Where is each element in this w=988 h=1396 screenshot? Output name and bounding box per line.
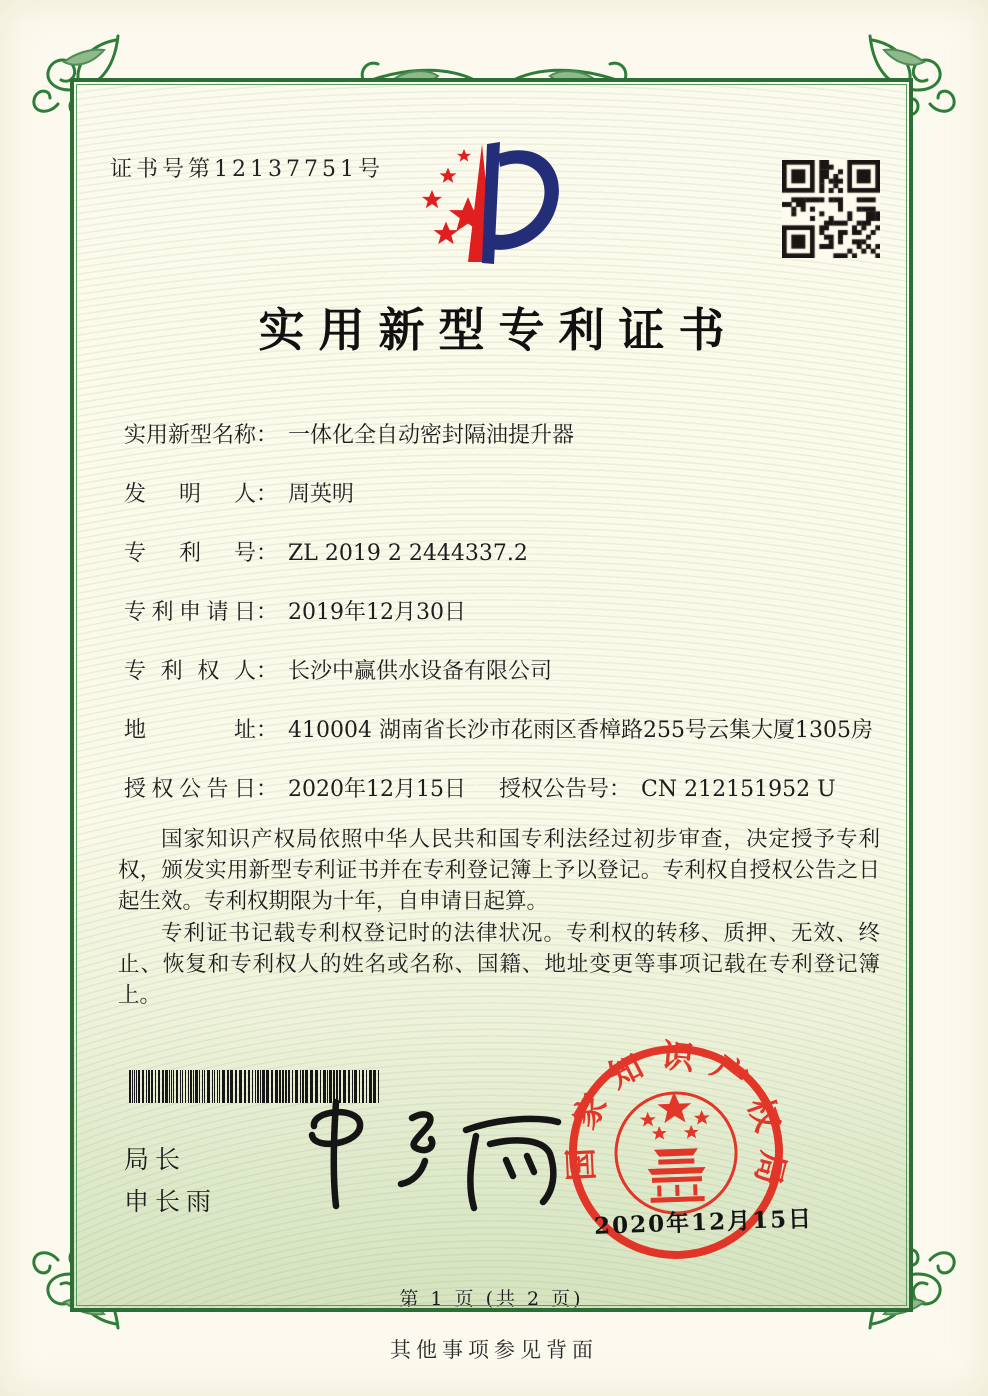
seal-date: 2020年12月15日 — [593, 1205, 814, 1240]
field-label: 发明人 — [124, 482, 256, 507]
field-value: 周英明 — [288, 482, 355, 507]
field-label: 专利权人 — [124, 659, 256, 684]
officer-title: 局长 — [124, 1145, 187, 1174]
field-value: 一体化全自动密封隔油提升器 — [288, 423, 575, 448]
svg-text:国家知识产权局 — [557, 1033, 795, 1211]
field-row: 地址： 410004 湖南省长沙市花雨区香樟路255号云集大厦1305房 — [124, 713, 884, 772]
field-label: 专利申请日 — [124, 600, 256, 625]
field-value: 2019年12月30日 — [288, 600, 466, 625]
qr-code-icon — [782, 160, 880, 258]
field-row: 专利号： ZL 2019 2 2444337.2 — [124, 536, 884, 595]
certificate-frame — [70, 78, 913, 1312]
certificate-title: 实用新型专利证书 — [258, 303, 739, 357]
field-label: 专利号 — [124, 541, 256, 566]
field-row: 专利权人： 长沙中赢供水设备有限公司 — [124, 654, 884, 713]
field-row: 实用新型名称： 一体化全自动密封隔油提升器 — [124, 418, 884, 477]
back-side-note: 其他事项参见背面 — [390, 1338, 598, 1362]
certificate-number: 证书号第12137751号 — [110, 157, 384, 182]
legal-text — [118, 824, 880, 1012]
field-value: 长沙中赢供水设备有限公司 — [288, 659, 553, 684]
field-row: 发明人： 周英明 — [124, 477, 884, 536]
field-list — [124, 418, 884, 831]
seal-ring-text: 国家知识产权局 — [559, 1035, 794, 1204]
field-row: 专利申请日： 2019年12月30日 — [124, 595, 884, 654]
director-signature-icon — [284, 1094, 574, 1214]
field-label: 地址 — [124, 718, 256, 743]
field-value: ZL 2019 2 2444337.2 — [288, 541, 528, 566]
legal-paragraph: 专利证书记载专利权登记时的法律状况。专利权的转移、质押、无效、终止、恢复和专利权人的姓名或名称、国籍、地址变更等事项记载在专利登记簿上。 — [118, 921, 880, 1008]
grant-number: 授权公告号： CN 212151952 U — [499, 777, 836, 802]
grant-date: 授权公告日： 2020年12月15日 — [124, 777, 466, 802]
cnipa-logo-icon — [390, 138, 562, 270]
grant-row — [124, 772, 884, 831]
field-label: 实用新型名称 — [124, 423, 257, 448]
legal-paragraph: 国家知识产权局依照中华人民共和国专利法经过初步审查，决定授予专利权，颁发实用新型专利证书并在专利登记簿上予以登记。专利权自授权公告之日起生效。专利权期限为十年，自申请日起算。 — [118, 827, 880, 914]
national-emblem-icon — [614, 1090, 738, 1215]
officer-name: 申长雨 — [124, 1187, 218, 1216]
field-value: 410004 湖南省长沙市花雨区香樟路255号云集大厦1305房 — [288, 718, 873, 743]
page-number: 第 1 页 (共 2 页) — [399, 1288, 584, 1310]
